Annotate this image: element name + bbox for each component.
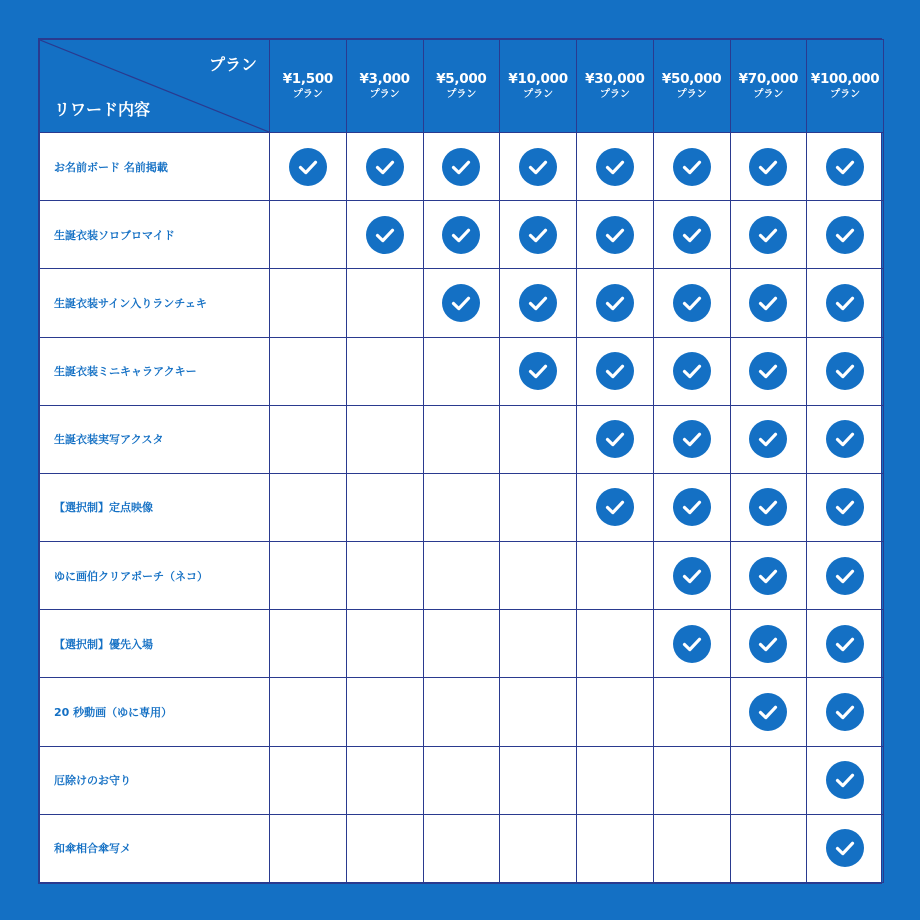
plan-header-6 — [653, 40, 730, 133]
check-circle-icon — [442, 284, 480, 322]
check-circle-icon — [289, 148, 327, 186]
check-circle-icon — [442, 148, 480, 186]
included-cell — [500, 133, 577, 201]
included-cell — [500, 269, 577, 337]
check-circle-icon — [673, 488, 711, 526]
included-cell — [653, 337, 730, 405]
empty-cell — [270, 814, 347, 882]
empty-cell — [270, 678, 347, 746]
check-circle-icon — [826, 148, 864, 186]
empty-cell — [500, 746, 577, 814]
table-row — [40, 678, 884, 746]
included-cell — [807, 133, 884, 201]
included-cell — [807, 201, 884, 269]
reward-plan-table — [39, 39, 884, 883]
plan-header-7 — [730, 40, 807, 133]
empty-cell — [500, 678, 577, 746]
included-cell — [807, 610, 884, 678]
header-corner-cell — [40, 40, 270, 133]
included-cell — [653, 201, 730, 269]
empty-cell — [270, 337, 347, 405]
empty-cell — [346, 473, 423, 541]
plan-price: ¥5,000 — [436, 70, 487, 87]
check-circle-icon — [673, 625, 711, 663]
check-circle-icon — [749, 148, 787, 186]
table-row — [40, 337, 884, 405]
check-circle-icon — [596, 488, 634, 526]
empty-cell — [653, 814, 730, 882]
included-cell — [807, 814, 884, 882]
reward-axis-label: リワード内容 — [54, 100, 151, 119]
included-cell — [730, 542, 807, 610]
empty-cell — [653, 678, 730, 746]
check-circle-icon — [749, 625, 787, 663]
included-cell — [730, 269, 807, 337]
reward-label: ゆに画伯クリアポーチ（ネコ） — [40, 542, 270, 610]
check-circle-icon — [596, 148, 634, 186]
empty-cell — [346, 542, 423, 610]
empty-cell — [346, 337, 423, 405]
empty-cell — [423, 746, 500, 814]
plan-unit-label: プラン — [599, 88, 630, 100]
check-circle-icon — [749, 216, 787, 254]
empty-cell — [500, 473, 577, 541]
empty-cell — [270, 542, 347, 610]
reward-label: 生誕衣装ミニキャラアクキー — [40, 337, 270, 405]
reward-plan-table-container — [38, 38, 882, 884]
plan-header-3 — [423, 40, 500, 133]
check-circle-icon — [519, 216, 557, 254]
plan-price: ¥50,000 — [661, 70, 722, 87]
plan-price: ¥100,000 — [810, 70, 880, 87]
reward-label: 和傘相合傘写メ — [40, 814, 270, 882]
table-row — [40, 542, 884, 610]
table-row — [40, 133, 884, 201]
included-cell — [423, 201, 500, 269]
included-cell — [807, 542, 884, 610]
empty-cell — [730, 746, 807, 814]
included-cell — [423, 133, 500, 201]
included-cell — [730, 610, 807, 678]
empty-cell — [500, 814, 577, 882]
included-cell — [730, 133, 807, 201]
plan-header-5 — [577, 40, 654, 133]
reward-label: 生誕衣装ソロブロマイド — [40, 201, 270, 269]
check-circle-icon — [673, 216, 711, 254]
included-cell — [653, 473, 730, 541]
reward-label: 【選択制】定点映像 — [40, 473, 270, 541]
plan-unit-label: プラン — [523, 88, 554, 100]
included-cell — [730, 405, 807, 473]
empty-cell — [423, 405, 500, 473]
plan-unit-label: プラン — [753, 88, 784, 100]
included-cell — [653, 269, 730, 337]
check-circle-icon — [826, 761, 864, 799]
check-circle-icon — [749, 557, 787, 595]
check-circle-icon — [749, 420, 787, 458]
empty-cell — [346, 610, 423, 678]
check-circle-icon — [442, 216, 480, 254]
included-cell — [346, 133, 423, 201]
check-circle-icon — [673, 557, 711, 595]
included-cell — [653, 610, 730, 678]
empty-cell — [346, 678, 423, 746]
plan-axis-label: プラン — [208, 55, 257, 74]
included-cell — [577, 405, 654, 473]
plan-header-4 — [500, 40, 577, 133]
empty-cell — [423, 473, 500, 541]
check-circle-icon — [673, 284, 711, 322]
empty-cell — [346, 746, 423, 814]
included-cell — [807, 337, 884, 405]
empty-cell — [270, 473, 347, 541]
included-cell — [730, 337, 807, 405]
plan-price: ¥30,000 — [585, 70, 645, 87]
empty-cell — [500, 610, 577, 678]
table-row — [40, 269, 884, 337]
included-cell — [807, 473, 884, 541]
plan-unit-label: プラン — [676, 88, 707, 100]
check-circle-icon — [596, 284, 634, 322]
included-cell — [807, 678, 884, 746]
check-circle-icon — [826, 625, 864, 663]
check-circle-icon — [826, 488, 864, 526]
empty-cell — [577, 610, 654, 678]
included-cell — [577, 201, 654, 269]
table-row — [40, 814, 884, 882]
check-circle-icon — [749, 693, 787, 731]
plan-price: ¥70,000 — [738, 70, 799, 87]
plan-header-2 — [346, 40, 423, 133]
included-cell — [577, 133, 654, 201]
included-cell — [807, 746, 884, 814]
included-cell — [730, 473, 807, 541]
included-cell — [577, 269, 654, 337]
check-circle-icon — [596, 352, 634, 390]
included-cell — [653, 405, 730, 473]
table-row — [40, 610, 884, 678]
table-row — [40, 405, 884, 473]
table-header-row — [40, 40, 884, 133]
table-row — [40, 473, 884, 541]
reward-rows — [40, 133, 884, 883]
check-circle-icon — [826, 352, 864, 390]
reward-label: 生誕衣装サイン入りランチェキ — [40, 269, 270, 337]
plan-unit-label: プラン — [369, 88, 400, 100]
empty-cell — [577, 814, 654, 882]
empty-cell — [577, 542, 654, 610]
reward-label: お名前ボード 名前掲載 — [40, 133, 270, 201]
plan-unit-label: プラン — [830, 88, 861, 100]
check-circle-icon — [673, 352, 711, 390]
included-cell — [270, 133, 347, 201]
plan-header-1 — [270, 40, 347, 133]
empty-cell — [423, 610, 500, 678]
included-cell — [577, 473, 654, 541]
empty-cell — [270, 610, 347, 678]
check-circle-icon — [596, 420, 634, 458]
check-circle-icon — [519, 352, 557, 390]
plan-price: ¥10,000 — [508, 70, 568, 87]
table-row — [40, 201, 884, 269]
empty-cell — [270, 405, 347, 473]
empty-cell — [346, 405, 423, 473]
included-cell — [730, 201, 807, 269]
empty-cell — [270, 201, 347, 269]
included-cell — [807, 405, 884, 473]
reward-label: 【選択制】優先入場 — [40, 610, 270, 678]
check-circle-icon — [749, 488, 787, 526]
check-circle-icon — [826, 216, 864, 254]
included-cell — [653, 133, 730, 201]
empty-cell — [730, 814, 807, 882]
check-circle-icon — [826, 693, 864, 731]
empty-cell — [500, 542, 577, 610]
included-cell — [500, 337, 577, 405]
check-circle-icon — [826, 829, 864, 867]
reward-label: 生誕衣装実写アクスタ — [40, 405, 270, 473]
included-cell — [500, 201, 577, 269]
plan-header-8 — [807, 40, 884, 133]
empty-cell — [270, 746, 347, 814]
check-circle-icon — [826, 557, 864, 595]
check-circle-icon — [673, 148, 711, 186]
empty-cell — [423, 678, 500, 746]
check-circle-icon — [596, 216, 634, 254]
reward-label: 20 秒動画（ゆに専用） — [40, 678, 270, 746]
included-cell — [423, 269, 500, 337]
empty-cell — [346, 814, 423, 882]
included-cell — [653, 542, 730, 610]
included-cell — [807, 269, 884, 337]
plan-price: ¥3,000 — [359, 70, 410, 87]
empty-cell — [577, 746, 654, 814]
empty-cell — [423, 814, 500, 882]
empty-cell — [423, 337, 500, 405]
check-circle-icon — [826, 284, 864, 322]
plan-unit-label: プラン — [446, 88, 477, 100]
included-cell — [730, 678, 807, 746]
check-circle-icon — [519, 284, 557, 322]
plan-unit-label: プラン — [292, 88, 323, 100]
included-cell — [577, 337, 654, 405]
reward-label: 厄除けのお守り — [40, 746, 270, 814]
empty-cell — [346, 269, 423, 337]
check-circle-icon — [366, 216, 404, 254]
check-circle-icon — [826, 420, 864, 458]
check-circle-icon — [749, 284, 787, 322]
check-circle-icon — [366, 148, 404, 186]
empty-cell — [500, 405, 577, 473]
table-row — [40, 746, 884, 814]
empty-cell — [577, 678, 654, 746]
empty-cell — [653, 746, 730, 814]
empty-cell — [270, 269, 347, 337]
plan-price: ¥1,500 — [282, 70, 334, 87]
empty-cell — [423, 542, 500, 610]
check-circle-icon — [673, 420, 711, 458]
included-cell — [346, 201, 423, 269]
check-circle-icon — [749, 352, 787, 390]
check-circle-icon — [519, 148, 557, 186]
